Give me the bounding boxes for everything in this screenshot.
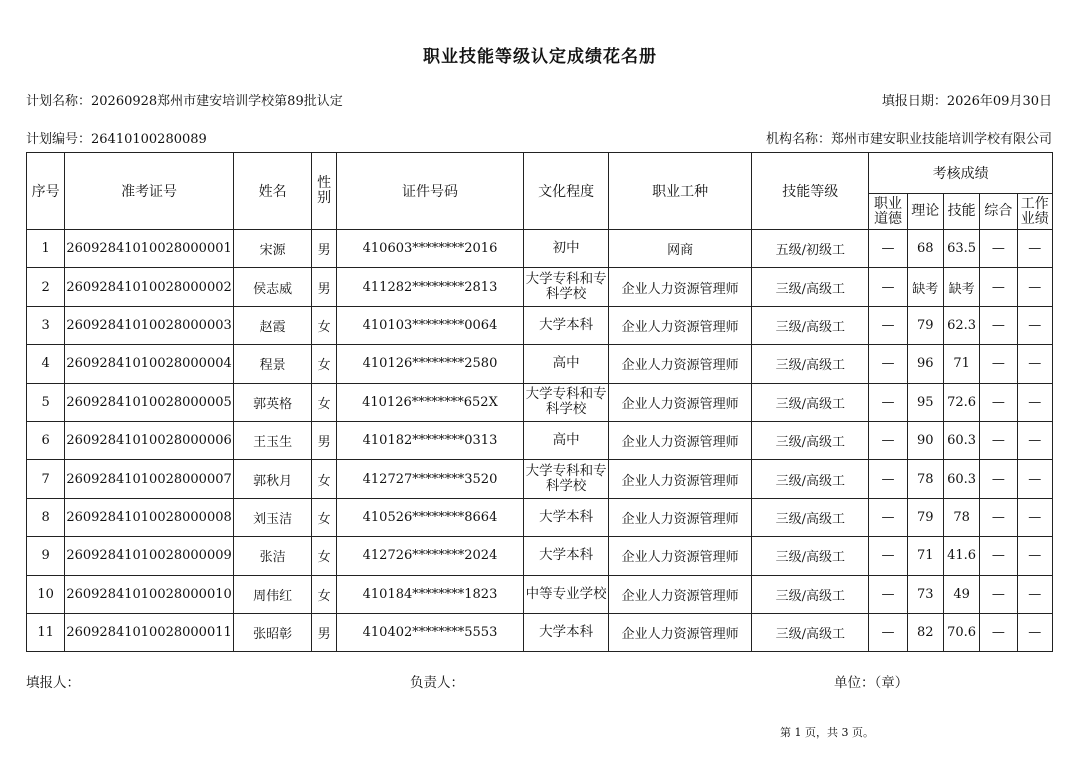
cell-ethics: — <box>869 306 907 344</box>
cell-work: — <box>1017 345 1052 383</box>
cell-gender: 男 <box>312 421 336 459</box>
cell-ethics: — <box>869 383 907 421</box>
cell-seq: 6 <box>27 421 65 459</box>
cell-education: 高中 <box>524 345 609 383</box>
cell-id-no: 410126********652X <box>336 383 524 421</box>
cell-skill: 60.3 <box>943 460 979 498</box>
table-row <box>27 537 1053 575</box>
filler-label: 填报人： <box>26 675 80 691</box>
cell-name: 刘玉洁 <box>233 498 312 536</box>
cell-occupation: 企业人力资源管理师 <box>609 537 752 575</box>
cell-theory: 96 <box>907 345 943 383</box>
cell-overall: — <box>980 230 1017 268</box>
table-row <box>27 383 1053 421</box>
cell-exam-no: 26092841010028000007 <box>65 460 233 498</box>
cell-id-no: 410126********2580 <box>336 345 524 383</box>
cell-education: 初中 <box>524 230 609 268</box>
cell-work: — <box>1017 613 1052 651</box>
cell-name: 周伟红 <box>233 575 312 613</box>
header-exam-no: 准考证号 <box>65 153 233 230</box>
cell-occupation: 企业人力资源管理师 <box>609 421 752 459</box>
cell-occupation: 企业人力资源管理师 <box>609 575 752 613</box>
cell-ethics: — <box>869 268 907 306</box>
cell-occupation: 企业人力资源管理师 <box>609 345 752 383</box>
cell-ethics: — <box>869 345 907 383</box>
cell-name: 王玉生 <box>233 421 312 459</box>
responsible-label: 负责人： <box>410 675 464 691</box>
score-roster-table <box>26 152 1053 652</box>
cell-work: — <box>1017 460 1052 498</box>
cell-education: 大学专科和专科学校 <box>524 460 609 498</box>
header-name: 姓名 <box>233 153 312 230</box>
cell-work: — <box>1017 498 1052 536</box>
table-row <box>27 268 1053 306</box>
unit-label: 单位：（章） <box>834 675 909 691</box>
cell-ethics: — <box>869 230 907 268</box>
cell-education: 大学本科 <box>524 498 609 536</box>
cell-skill: 60.3 <box>943 421 979 459</box>
cell-theory: 90 <box>907 421 943 459</box>
cell-name: 张昭彰 <box>233 613 312 651</box>
header-seq: 序号 <box>27 153 65 230</box>
cell-id-no: 410184********1823 <box>336 575 524 613</box>
cell-theory: 73 <box>907 575 943 613</box>
cell-exam-no: 26092841010028000002 <box>65 268 233 306</box>
cell-skill: 缺考 <box>943 268 979 306</box>
cell-overall: — <box>980 498 1017 536</box>
cell-name: 宋源 <box>233 230 312 268</box>
cell-gender: 男 <box>312 230 336 268</box>
fill-date: 填报日期：2026年09月30日 <box>881 94 1052 109</box>
cell-overall: — <box>980 306 1017 344</box>
cell-skill-level: 三级/高级工 <box>752 537 869 575</box>
cell-id-no: 412727********3520 <box>336 460 524 498</box>
cell-id-no: 411282********2813 <box>336 268 524 306</box>
cell-exam-no: 26092841010028000005 <box>65 383 233 421</box>
cell-occupation: 企业人力资源管理师 <box>609 306 752 344</box>
cell-education: 大学专科和专科学校 <box>524 383 609 421</box>
cell-skill: 49 <box>943 575 979 613</box>
header-gender: 性别 <box>312 153 336 230</box>
cell-gender: 女 <box>312 575 336 613</box>
cell-id-no: 410103********0064 <box>336 306 524 344</box>
table-row <box>27 421 1053 459</box>
cell-theory: 78 <box>907 460 943 498</box>
cell-overall: — <box>980 345 1017 383</box>
cell-seq: 10 <box>27 575 65 613</box>
cell-skill: 41.6 <box>943 537 979 575</box>
cell-overall: — <box>980 268 1017 306</box>
plan-name: 计划名称：20260928郑州市建安培训学校第89批认定 <box>26 94 343 109</box>
page-title: 职业技能等级认定成绩花名册 <box>423 47 657 67</box>
cell-skill: 70.6 <box>943 613 979 651</box>
cell-gender: 女 <box>312 383 336 421</box>
table-row <box>27 306 1053 344</box>
cell-skill-level: 三级/高级工 <box>752 575 869 613</box>
cell-theory: 95 <box>907 383 943 421</box>
cell-seq: 7 <box>27 460 65 498</box>
cell-ethics: — <box>869 498 907 536</box>
cell-work: — <box>1017 306 1052 344</box>
cell-work: — <box>1017 421 1052 459</box>
cell-education: 中等专业学校 <box>524 575 609 613</box>
cell-gender: 女 <box>312 306 336 344</box>
cell-occupation: 企业人力资源管理师 <box>609 498 752 536</box>
cell-exam-no: 26092841010028000010 <box>65 575 233 613</box>
cell-name: 赵霞 <box>233 306 312 344</box>
cell-exam-no: 26092841010028000003 <box>65 306 233 344</box>
cell-theory: 缺考 <box>907 268 943 306</box>
cell-ethics: — <box>869 537 907 575</box>
cell-seq: 5 <box>27 383 65 421</box>
cell-id-no: 410603********2016 <box>336 230 524 268</box>
cell-theory: 79 <box>907 498 943 536</box>
cell-name: 郭秋月 <box>233 460 312 498</box>
cell-skill-level: 三级/高级工 <box>752 460 869 498</box>
cell-theory: 68 <box>907 230 943 268</box>
cell-id-no: 410402********5553 <box>336 613 524 651</box>
header-id-no: 证件号码 <box>336 153 524 230</box>
cell-occupation: 企业人力资源管理师 <box>609 460 752 498</box>
table-row <box>27 498 1053 536</box>
cell-gender: 女 <box>312 345 336 383</box>
cell-skill: 71 <box>943 345 979 383</box>
plan-number: 计划编号：26410100280089 <box>26 132 207 147</box>
cell-exam-no: 26092841010028000008 <box>65 498 233 536</box>
header-work: 工作业绩 <box>1017 194 1052 230</box>
cell-occupation: 企业人力资源管理师 <box>609 268 752 306</box>
cell-overall: — <box>980 537 1017 575</box>
org-name: 机构名称：郑州市建安职业技能培训学校有限公司 <box>765 132 1052 147</box>
header-ethics: 职业道德 <box>869 194 907 230</box>
table-row <box>27 575 1053 613</box>
cell-name: 张洁 <box>233 537 312 575</box>
cell-name: 程景 <box>233 345 312 383</box>
cell-work: — <box>1017 383 1052 421</box>
header-overall: 综合 <box>980 194 1017 230</box>
cell-seq: 4 <box>27 345 65 383</box>
table-row <box>27 613 1053 651</box>
cell-seq: 3 <box>27 306 65 344</box>
cell-seq: 1 <box>27 230 65 268</box>
cell-theory: 71 <box>907 537 943 575</box>
cell-skill-level: 三级/高级工 <box>752 498 869 536</box>
cell-id-no: 410526********8664 <box>336 498 524 536</box>
header-skill: 技能 <box>943 194 979 230</box>
cell-skill: 78 <box>943 498 979 536</box>
cell-work: — <box>1017 230 1052 268</box>
cell-ethics: — <box>869 421 907 459</box>
cell-skill-level: 三级/高级工 <box>752 613 869 651</box>
cell-skill-level: 五级/初级工 <box>752 230 869 268</box>
cell-seq: 2 <box>27 268 65 306</box>
cell-gender: 男 <box>312 613 336 651</box>
header-scores: 考核成绩 <box>869 153 1053 194</box>
cell-skill-level: 三级/高级工 <box>752 306 869 344</box>
cell-education: 大学专科和专科学校 <box>524 268 609 306</box>
cell-overall: — <box>980 421 1017 459</box>
table-row <box>27 230 1053 268</box>
cell-overall: — <box>980 575 1017 613</box>
cell-seq: 9 <box>27 537 65 575</box>
header-occupation: 职业工种 <box>609 153 752 230</box>
cell-occupation: 企业人力资源管理师 <box>609 613 752 651</box>
cell-theory: 79 <box>907 306 943 344</box>
cell-id-no: 410182********0313 <box>336 421 524 459</box>
cell-skill-level: 三级/高级工 <box>752 268 869 306</box>
cell-skill-level: 三级/高级工 <box>752 421 869 459</box>
table-row <box>27 345 1053 383</box>
roster-body <box>27 230 1053 652</box>
cell-ethics: — <box>869 613 907 651</box>
cell-theory: 82 <box>907 613 943 651</box>
cell-education: 大学本科 <box>524 537 609 575</box>
cell-gender: 男 <box>312 268 336 306</box>
cell-occupation: 网商 <box>609 230 752 268</box>
cell-overall: — <box>980 613 1017 651</box>
cell-exam-no: 26092841010028000009 <box>65 537 233 575</box>
table-row <box>27 460 1053 498</box>
cell-ethics: — <box>869 460 907 498</box>
header-theory: 理论 <box>907 194 943 230</box>
cell-name: 郭英格 <box>233 383 312 421</box>
cell-exam-no: 26092841010028000001 <box>65 230 233 268</box>
cell-skill: 63.5 <box>943 230 979 268</box>
cell-name: 侯志威 <box>233 268 312 306</box>
cell-seq: 8 <box>27 498 65 536</box>
cell-work: — <box>1017 537 1052 575</box>
cell-skill: 62.3 <box>943 306 979 344</box>
cell-education: 高中 <box>524 421 609 459</box>
cell-gender: 女 <box>312 498 336 536</box>
cell-skill: 72.6 <box>943 383 979 421</box>
cell-exam-no: 26092841010028000006 <box>65 421 233 459</box>
cell-occupation: 企业人力资源管理师 <box>609 383 752 421</box>
cell-id-no: 412726********2024 <box>336 537 524 575</box>
cell-exam-no: 26092841010028000004 <box>65 345 233 383</box>
cell-skill-level: 三级/高级工 <box>752 345 869 383</box>
header-education: 文化程度 <box>524 153 609 230</box>
cell-ethics: — <box>869 575 907 613</box>
cell-work: — <box>1017 268 1052 306</box>
cell-skill-level: 三级/高级工 <box>752 383 869 421</box>
cell-work: — <box>1017 575 1052 613</box>
page-indicator: 第 1 页，共 3 页。 <box>780 726 874 739</box>
cell-gender: 女 <box>312 460 336 498</box>
header-skill-level: 技能等级 <box>752 153 869 230</box>
cell-education: 大学本科 <box>524 613 609 651</box>
cell-seq: 11 <box>27 613 65 651</box>
cell-education: 大学本科 <box>524 306 609 344</box>
cell-gender: 女 <box>312 537 336 575</box>
cell-overall: — <box>980 383 1017 421</box>
cell-exam-no: 26092841010028000011 <box>65 613 233 651</box>
cell-overall: — <box>980 460 1017 498</box>
